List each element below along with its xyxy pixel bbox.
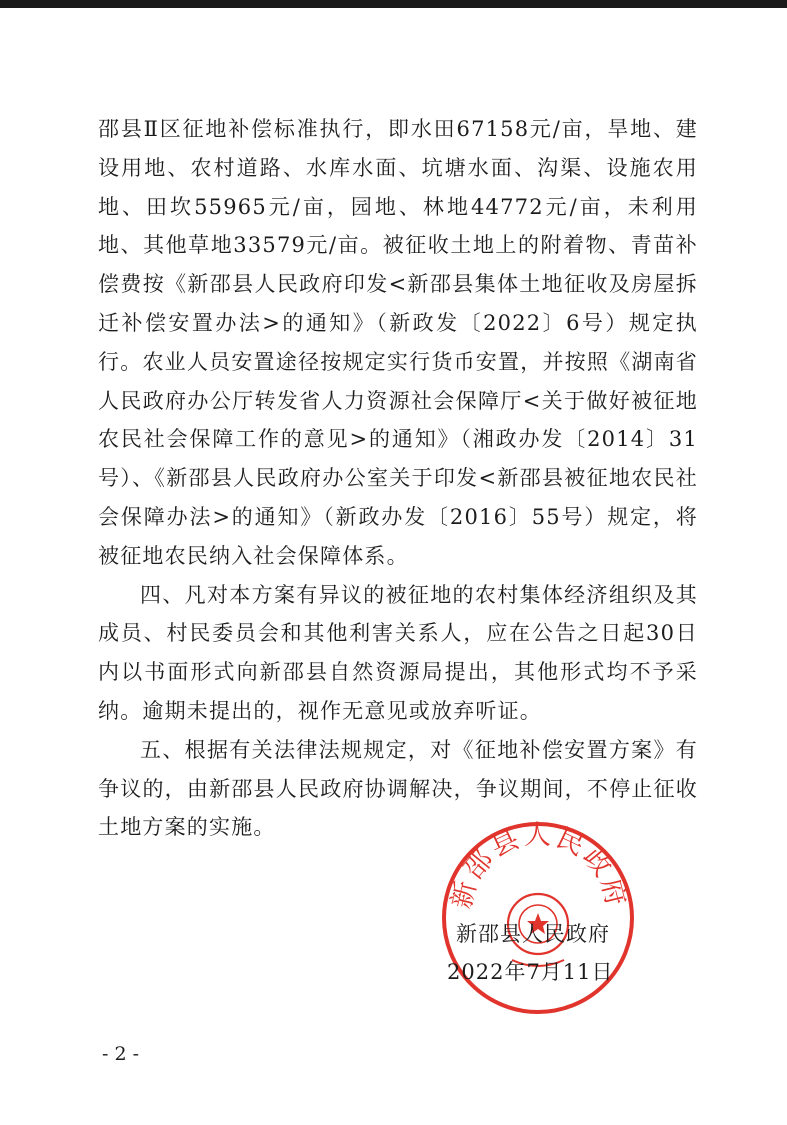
signature-date: 2022年7月11日: [447, 960, 614, 984]
page-number: - 2 -: [102, 1043, 140, 1065]
paragraph-objection-procedure: 四、凡对本方案有异议的被征地的农村集体经济组织及其成员、村民委员会和其他利害关系人，应在公告之日起30日内以书面形式向新邵县自然资源局提出，其他形式均不予采纳。逾期未提出的，视作无意见或放弃听证。: [98, 582, 698, 723]
paragraph-dispute-resolution: 五、根据有关法律法规规定，对《征地补偿安置方案》有争议的，由新邵县人民政府协调解决，争议期间，不停止征收土地方案的实施。: [98, 737, 698, 840]
seal-text: 新邵县人民政府: [446, 820, 632, 912]
paragraph-compensation-standards: 邵县Ⅱ区征地补偿标准执行，即水田67158元/亩，旱地、建设用地、农村道路、水库水面、坑塘水面、沟渠、设施农用地、田坎55965元/亩，园地、林地44772元/亩，未利用地、其他草地33579元/亩。被征收土地上的附着物、青苗补偿费按《新邵县人民政府印发<新邵县集体土地征收及房屋拆迁补偿安置办法>的通知》（新政发〔2022〕6号）规定执行。农业人员安置途径按规定实行货币安置，并按照《湖南省人民政府办公厅转发省人力资源社会保障厅<关于做好被征地农民社会保障工作的意见>的通知》（湘政办发〔2014〕31号）、《新邵县人民政府办公室关于印发<新邵县被征地农民社会保障办法>的通知》（新政办发〔2016〕55号）规定，将被征地农民纳入社会保障体系。: [98, 117, 698, 568]
document-body: [98, 110, 698, 847]
signature-organization: 新邵县人民政府: [456, 922, 610, 946]
